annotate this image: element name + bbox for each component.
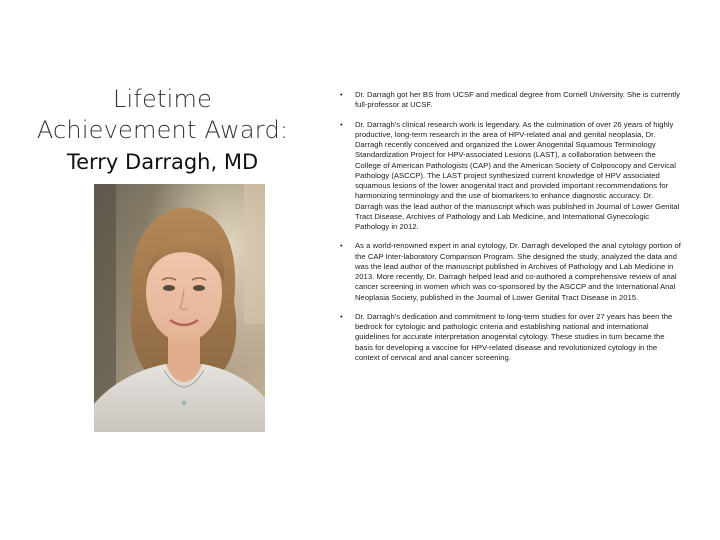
bio-bullet-3 — [337, 241, 683, 303]
title-line-lifetime: Lifetime — [112, 85, 213, 113]
bio-bullet-text: Dr. Darragh got her BS from UCSF and medical degree from Cornell University. She is currently full-professor at UCSF. — [355, 90, 680, 110]
bio-bullet-text: As a world-renowned expert in anal cytology, Dr. Darragh developed the anal cytology portion of the CAP Inter-laboratory Comparison Program. She designed the study, analyzed the data and was the lead author of the manuscript published in Archives of Pathology and Lab Medicine in 2013. More recently, Dr. Darragh helped lead and co-authored a comprehensive review of anal cancer screening in women which was co-sponsored by the ASCCP and the International Anal Neoplasia Society, published in the Journal of Lower Genital Tract Disease in 2015. — [355, 241, 681, 302]
bio-bullet-list — [337, 90, 683, 372]
bullet-dot-icon: • — [340, 119, 343, 129]
bio-bullet-4 — [337, 312, 683, 363]
bullet-dot-icon: • — [340, 311, 343, 321]
title-line-achievement-award: Achievement Award: — [36, 116, 289, 144]
bio-bullet-text: Dr. Darragh's clinical research work is legendary. As the culmination of over 26 years of highly productive, long-term research in the area of HPV-related anal and genital neoplasia, Dr. Darragh recently conceived and organized the Lower Anogenital Squamous Terminology Standardization Project for HPV-associated Lesions (LAST), a collaboration between the College of American Pathologists (CAP) and the American Society of Colposcopy and Cervical Pathology (ASCCP). The LAST project synthesized current knowledge of HPV associated squamous lesions of the lower anogenital tract and provided important recommendations for harmonizing terminology and the use of biomarkers to enhance diagnostic accuracy. Dr. Darragh was the lead author of the manuscript which was published in Journal of Lower Genital Tract Disease, Archives of Pathology and Lab Medicine, and International Gynecologic Pathology in 2012. — [355, 119, 680, 231]
portrait-photo-icon — [94, 184, 265, 432]
portrait-photo — [94, 184, 265, 432]
bio-bullet-1 — [337, 90, 683, 111]
bullet-dot-icon: • — [340, 241, 343, 251]
bio-bullet-text: Dr. Darragh's dedication and commitment to long-term studies for over 27 years has been the bedrock for cytologic and pathologic criteria and establishing national and international guidelines for accurate interpretation anogenital cytology. These studies in turn became the basis for developing a vaccine for HPV-related disease and revolutionized cytology in the context of cervical and anal cancer screening. — [355, 311, 673, 362]
awardee-name: Terry Darragh, MD — [66, 150, 259, 174]
slide-title — [20, 84, 305, 177]
bio-bullet-2 — [337, 120, 683, 233]
bullet-dot-icon: • — [340, 90, 343, 99]
